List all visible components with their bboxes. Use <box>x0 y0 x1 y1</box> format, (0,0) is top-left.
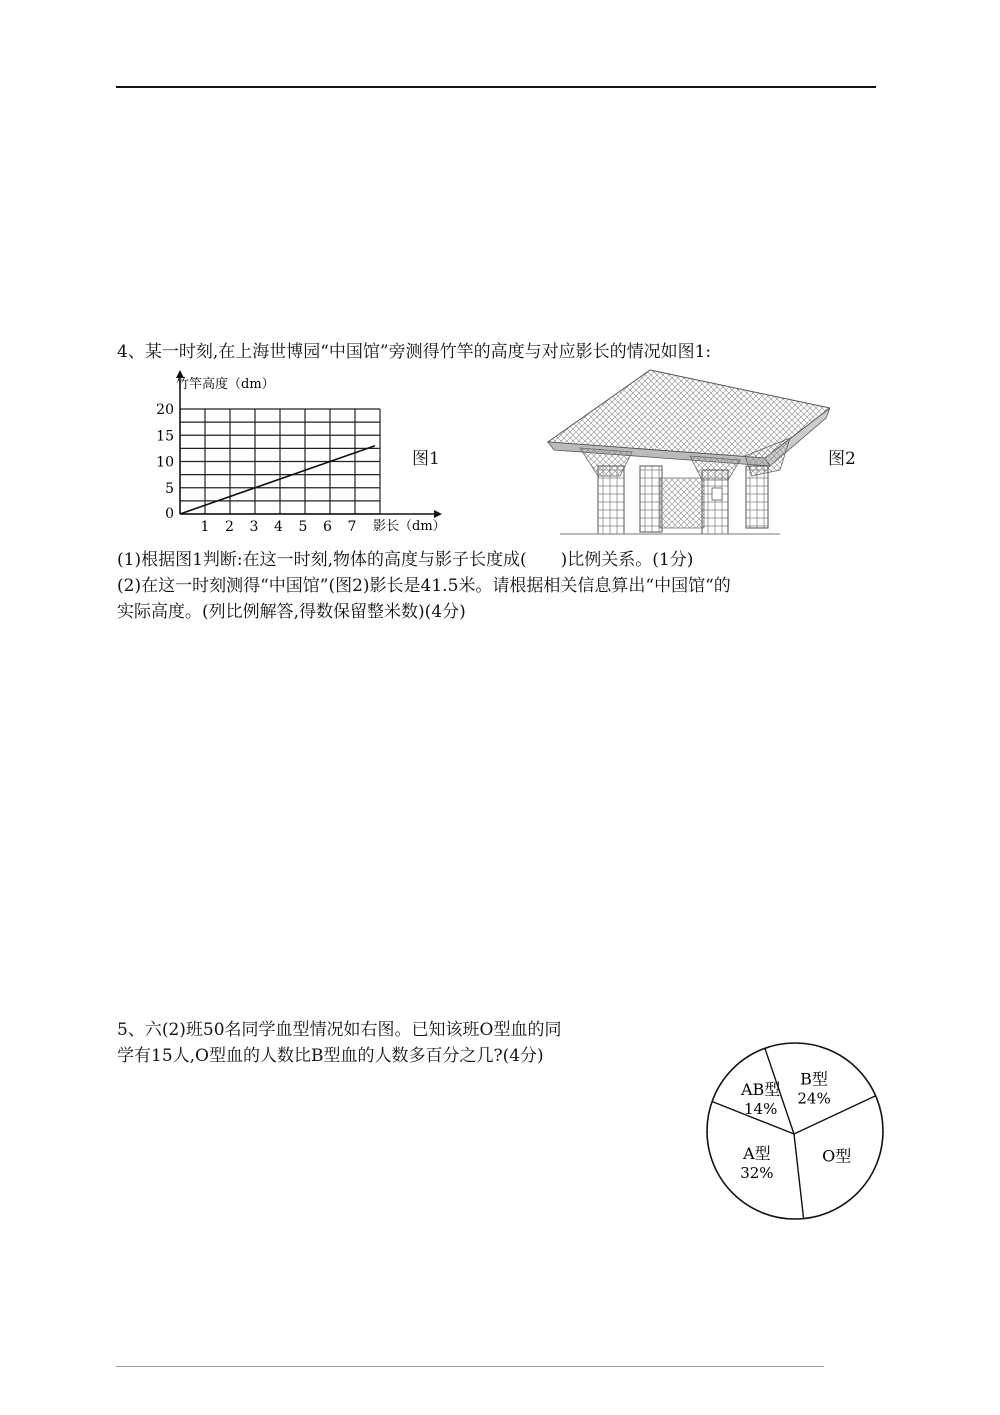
header-rule <box>116 86 876 88</box>
series-line <box>180 446 375 514</box>
pie-slice-name: AB型 <box>740 1079 781 1099</box>
x-tick-label: 7 <box>347 519 357 535</box>
pie-slice-value: 32% <box>740 1163 774 1182</box>
y-tick-label: 15 <box>156 428 174 445</box>
x-tick-label: 2 <box>225 519 234 535</box>
pie-slice-name: O型 <box>822 1146 852 1166</box>
question-4-part-2: (2)在这一时刻测得“中国馆”(图2)影长是41.5米。请根据相关信息算出“中国馆“的 <box>117 576 731 596</box>
pie-slice-name: A型 <box>743 1143 771 1163</box>
figure-2-label: 图2 <box>828 449 856 469</box>
question-4-title: 4、某一时刻,在上海世博园“中国馆”旁测得竹竿的高度与对应影长的情况如图1: <box>117 342 712 362</box>
x-axis-arrow <box>434 510 442 518</box>
footer-rule <box>116 1366 824 1367</box>
question-5-line-2: 学有15人,O型血的人数比B型血的人数多百分之几?(4分) <box>117 1046 544 1066</box>
figure-1-chart <box>150 366 450 542</box>
origin-label: 0 <box>165 506 174 522</box>
pie-slice-value: 24% <box>797 1089 831 1108</box>
y-tick-label: 10 <box>156 454 174 471</box>
question-4-part-2-continued: 实际高度。(列比例解答,得数保留整米数)(4分) <box>117 602 466 622</box>
x-axis-label: 影长（dm） <box>373 519 446 534</box>
x-tick-label: 3 <box>249 519 259 535</box>
pie-outline <box>707 1043 883 1219</box>
x-tick-label: 1 <box>200 519 210 535</box>
blood-type-pie-chart <box>700 1038 890 1224</box>
y-tick-label: 20 <box>156 402 174 418</box>
pie-slice-name: B型 <box>800 1069 828 1089</box>
question-4-part-1: (1)根据图1判断:在这一时刻,物体的高度与影子长度成( )比例关系。(1分) <box>117 550 694 570</box>
y-axis-label: 竹竿高度（dm） <box>176 377 275 392</box>
figure-1-label: 图1 <box>412 449 440 469</box>
chart-grid <box>180 409 380 514</box>
x-tick-label: 4 <box>274 519 283 535</box>
x-tick-label: 5 <box>298 519 308 535</box>
chart-axes <box>176 370 442 518</box>
y-tick-label: 5 <box>165 480 174 497</box>
pie-slices <box>707 1043 883 1219</box>
china-pavilion-image <box>540 366 830 538</box>
question-5-line-1: 5、六(2)班50名同学血型情况如右图。已知该班O型血的同 <box>117 1020 562 1040</box>
x-tick-label: 6 <box>323 519 332 535</box>
pie-slice-value: 14% <box>743 1099 778 1118</box>
